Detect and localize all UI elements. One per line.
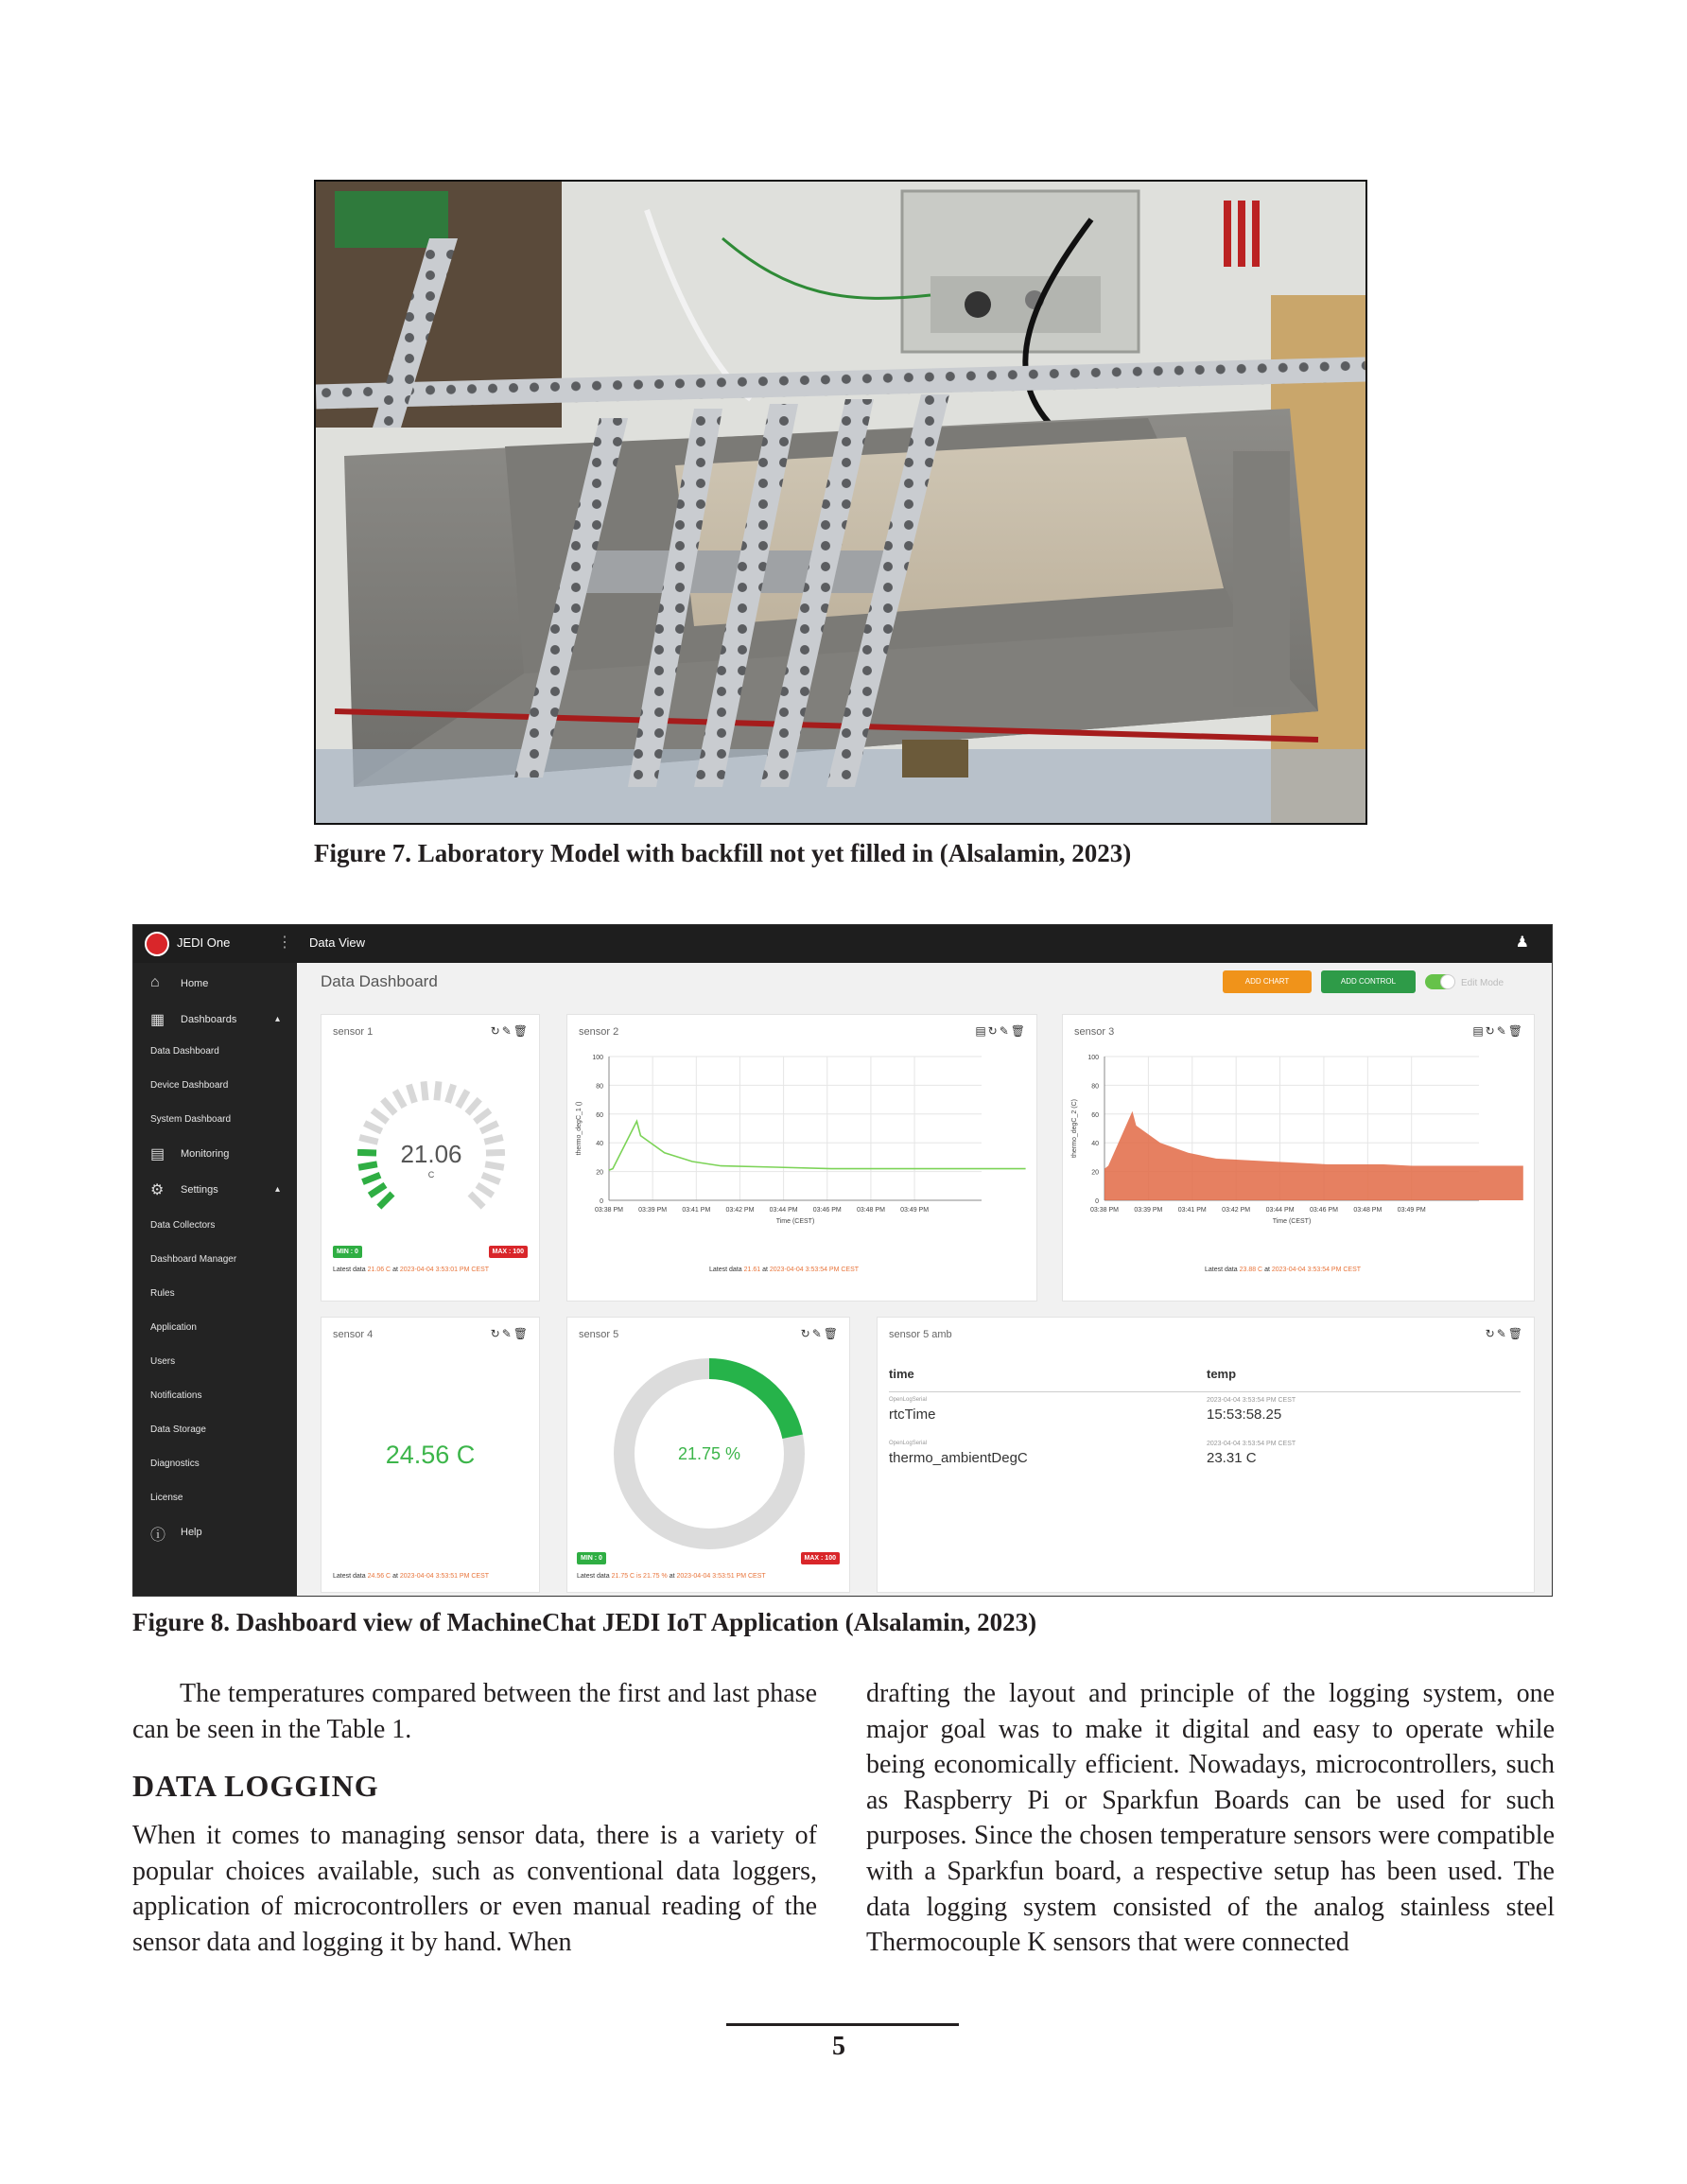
sensor-3-card [1062,1014,1535,1302]
min-badge: MIN : 0 [333,1246,362,1258]
sidebar-item-data-collectors[interactable]: Data Collectors [150,1220,216,1231]
page-number: 5 [832,2032,845,2061]
card-title: sensor 1 [333,1026,374,1038]
sidebar-item-application[interactable]: Application [150,1322,197,1333]
x-tick-label: 03:41 PM [1177,1207,1207,1214]
gauge-unit: C [427,1170,435,1179]
gauge-tick [373,1110,388,1122]
menu-dots-icon[interactable]: ⋮ [277,935,292,951]
gauge-tick [395,1091,405,1107]
app-brand: JEDI One [177,935,231,950]
add-chart-button[interactable]: ADD CHART [1223,970,1312,993]
x-tick-label: 03:39 PM [638,1207,668,1214]
paragraph-data-logging: When it comes to managing sensor data, there is a variety of popular choices available, such as conventional data loggers, application of microcontrollers or even manual reading of the sensor data and logging it by hand. When [132,1821,817,1957]
sensor-5-card [566,1317,850,1593]
x-tick-label: 03:44 PM [769,1207,798,1214]
gauge-tick [365,1124,382,1132]
row-value: 15:53:58.25 [1207,1406,1282,1423]
row-name: thermo_ambientDegC [889,1450,1028,1466]
series-area [1104,1111,1523,1200]
y-tick-label: 100 [592,1055,603,1061]
gauge-tick [485,1164,504,1167]
figure-7-caption: Figure 7. Laboratory Model with backfill not yet filled in (Alsalamin, 2023) [314,839,1132,867]
x-axis-label: Time (CEST) [1272,1218,1312,1225]
row-stamp: 2023-04-04 3:53:54 PM CEST [1207,1397,1296,1404]
x-tick-label: 03:46 PM [812,1207,842,1214]
card-title: sensor 2 [579,1026,619,1038]
max-badge: MAX : 100 [489,1246,528,1258]
sidebar-item-rules[interactable]: Rules [150,1288,175,1299]
row-source: OpenLogSerial [889,1441,928,1446]
latest-data: Latest data 21.61 at 2023-04-04 3:53:54 PM CEST [709,1267,860,1273]
header-divider [889,1391,1521,1392]
dashboard-title: Data Dashboard [321,972,438,990]
gauge-tick [484,1138,502,1143]
column-header-time: time [889,1367,914,1381]
sensor-1-gauge [346,1070,516,1212]
sidebar-item-monitoring[interactable]: Monitoring [181,1148,230,1160]
chevron-up-icon: ▴ [275,1014,281,1024]
gauge-tick [477,1185,493,1196]
help-icon: ⓘ [150,1528,166,1544]
sensor-2-card [566,1014,1037,1302]
sensor-2-chart [567,1043,1038,1251]
sidebar-item-device-dashboard[interactable]: Device Dashboard [150,1080,229,1091]
section-heading: DATA LOGGING [132,1769,379,1803]
paragraph-table-reference: The temperatures compared between the first and last phase can be seen in the Table 1. [132,1679,817,1744]
x-tick-label: 03:44 PM [1265,1207,1295,1214]
sensor-5-donut [609,1354,809,1554]
dashboards-icon: ▦ [150,1012,165,1028]
card-tools-icon[interactable]: ↻✎🗑 [1485,1327,1524,1340]
gauge-tick [362,1175,380,1181]
card-tools-icon[interactable]: ▤↻✎🗑 [975,1024,1027,1038]
gauge-tick [359,1138,377,1143]
max-badge: MAX : 100 [801,1552,840,1564]
gauge-tick [470,1194,483,1207]
sidebar-item-users[interactable]: Users [150,1356,176,1367]
gauge-tick [370,1185,386,1196]
sensor-4-card [321,1317,540,1593]
latest-data: Latest data 24.56 C at 2023-04-04 3:53:51 PM CEST [333,1573,490,1580]
gauge-tick [437,1081,439,1100]
x-tick-label: 03:42 PM [725,1207,755,1214]
app-topbar [133,925,1552,963]
row-source: OpenLogSerial [889,1397,928,1403]
figure-7-photo [314,180,1367,825]
sensor-4-value: 24.56 C [385,1441,476,1469]
sidebar-item-data-storage[interactable]: Data Storage [150,1424,206,1435]
sidebar-item-license[interactable]: License [150,1493,183,1503]
sidebar-item-settings[interactable]: Settings [181,1184,218,1196]
y-tick-label: 0 [1095,1198,1099,1205]
donut-value: 21.75 % [677,1444,741,1463]
gauge-value: 21.06 [400,1140,462,1168]
x-tick-label: 03:49 PM [900,1207,930,1214]
y-tick-label: 20 [1091,1169,1099,1177]
series-line [609,1121,1026,1170]
card-title: sensor 4 [333,1329,374,1340]
sidebar [133,963,297,1597]
x-tick-label: 03:49 PM [1397,1207,1426,1214]
figure-8-caption: Figure 8. Dashboard view of MachineChat JEDI IoT Application (Alsalamin, 2023) [132,1608,1037,1636]
y-tick-label: 60 [596,1111,603,1119]
x-tick-label: 03:41 PM [682,1207,711,1214]
gauge-tick [482,1175,500,1181]
sensor-3-chart [1063,1043,1536,1251]
gauge-tick [458,1091,467,1107]
y-tick-label: 40 [596,1141,603,1148]
y-tick-label: 0 [600,1198,603,1205]
sensor-5-amb-card [877,1317,1535,1593]
jedi-logo-icon [145,932,169,956]
view-title: Data View [309,935,366,950]
toggle-knob [1440,974,1455,989]
sidebar-item-system-dashboard[interactable]: System Dashboard [150,1114,232,1125]
card-tools-icon[interactable]: ↻✎🗑 [490,1024,530,1038]
latest-data: Latest data 21.75 C is 21.75 % at 2023-04-04 3:53:51 PM CEST [577,1573,766,1580]
row-value: 23.31 C [1207,1450,1257,1466]
x-tick-label: 03:48 PM [1353,1207,1383,1214]
sidebar-item-diagnostics[interactable]: Diagnostics [150,1459,200,1469]
y-tick-label: 100 [1087,1055,1099,1061]
add-control-button[interactable]: ADD CONTROL [1321,970,1416,993]
y-tick-label: 80 [1091,1083,1099,1091]
chevron-up-icon: ▴ [275,1184,281,1195]
card-tools-icon[interactable]: ↻✎🗑 [800,1327,840,1340]
x-tick-label: 03:46 PM [1309,1207,1338,1214]
y-axis-label: thermo_degC_2 (C) [1071,1099,1078,1158]
latest-data: Latest data 21.06 C at 2023-04-04 3:53:01 PM CEST [333,1267,490,1273]
figure-8-dashboard [132,924,1553,1597]
monitoring-icon: ▤ [150,1146,165,1162]
column-header-temp: temp [1207,1367,1237,1381]
gauge-tick [448,1085,454,1103]
edit-mode-label: Edit Mode [1461,978,1504,988]
y-tick-label: 80 [596,1083,603,1091]
card-title: sensor 5 amb [889,1329,952,1340]
latest-data: Latest data 23.88 C at 2023-04-04 3:53:54 PM CEST [1205,1267,1362,1273]
gauge-tick [467,1099,479,1113]
gauge-tick [379,1194,392,1207]
gauge-tick [475,1110,490,1122]
card-tools-icon[interactable]: ↻✎🗑 [490,1327,530,1340]
sensor-1-card [321,1014,540,1302]
y-tick-label: 20 [596,1169,603,1177]
sidebar-item-notifications[interactable]: Notifications [150,1390,202,1401]
paragraph-logging-system: drafting the layout and principle of the logging system, one major goal was to make it digital and easy to operate while being economically efficient. Nowadays, microcontrollers, such as Raspberry Pi or Sparkfun Boards can be used for such purposes. Since the chosen temperature sensors were compatible with a Sparkfun board, a respective setup has been used. The data logging system consisted of the analog stainless steel Thermocouple K sensors that were connected [866,1679,1555,1958]
gauge-tick [424,1081,426,1100]
card-tools-icon[interactable]: ▤↻✎🗑 [1472,1024,1524,1038]
y-tick-label: 40 [1091,1141,1099,1148]
gauge-tick [409,1085,414,1103]
x-tick-label: 03:38 PM [1090,1207,1119,1214]
gauge-tick [480,1124,497,1132]
card-title: sensor 5 [579,1329,619,1340]
sidebar-item-help[interactable]: Help [181,1527,202,1538]
card-title: sensor 3 [1074,1026,1115,1038]
y-tick-label: 60 [1091,1111,1099,1119]
home-icon: ⌂ [150,974,160,990]
min-badge: MIN : 0 [577,1552,606,1564]
gauge-tick [486,1152,505,1153]
y-axis-label: thermo_degC_1 () [576,1101,583,1156]
x-tick-label: 03:38 PM [595,1207,623,1214]
row-name: rtcTime [889,1406,936,1423]
x-tick-label: 03:39 PM [1134,1207,1163,1214]
donut-value-arc [709,1369,792,1437]
gauge-tick [358,1164,377,1167]
user-icon[interactable]: ♟ [1515,935,1529,951]
gear-icon: ⚙ [150,1182,165,1198]
sidebar-item-dashboards[interactable]: Dashboards [181,1014,237,1025]
x-tick-label: 03:42 PM [1222,1207,1251,1214]
gauge-tick [357,1152,376,1153]
sidebar-item-home[interactable]: Home [181,978,209,989]
sidebar-item-dashboard-manager[interactable]: Dashboard Manager [150,1254,237,1265]
x-axis-label: Time (CEST) [775,1218,815,1225]
gauge-tick [383,1099,395,1113]
x-tick-label: 03:48 PM [856,1207,885,1214]
footer-rule [726,2023,959,2026]
sidebar-item-data-dashboard[interactable]: Data Dashboard [150,1046,219,1057]
row-stamp: 2023-04-04 3:53:54 PM CEST [1207,1441,1296,1447]
